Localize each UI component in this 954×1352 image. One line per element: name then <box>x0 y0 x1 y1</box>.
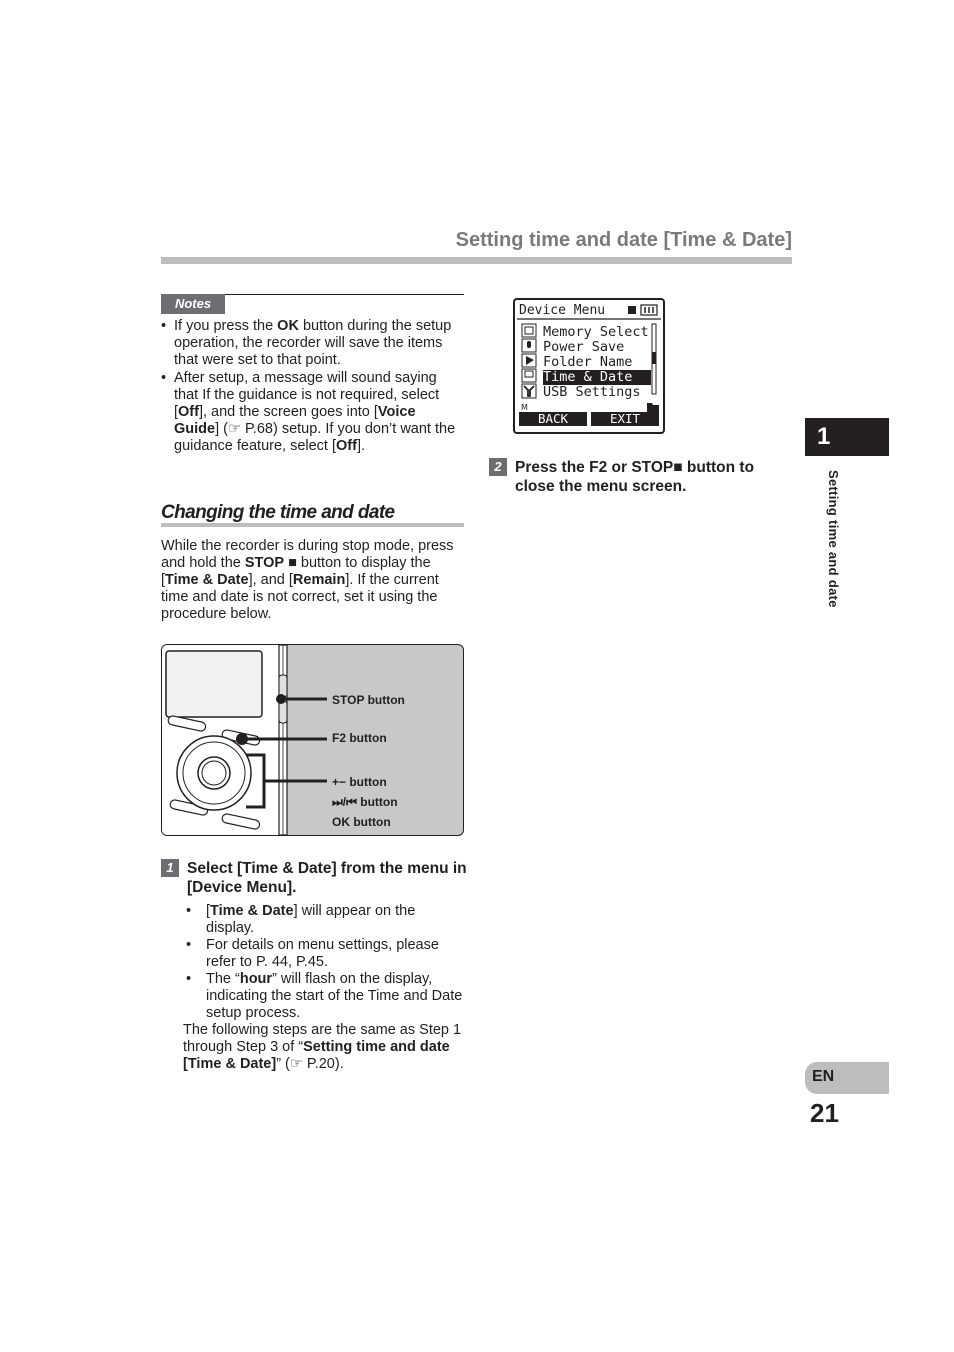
stop-button-label: STOP button <box>332 693 405 707</box>
chapter-side-title: Setting time and date <box>826 470 841 608</box>
step-1-title: Select [Time & Date] from the menu in [Device Menu]. <box>187 860 467 896</box>
step-1-followup: The following steps are the same as Step 1 through Step 3 of “Setting time and date [Time & Date]” (☞ P.20). <box>183 1022 462 1072</box>
page-number: 21 <box>810 1098 839 1128</box>
f2-button-label: F2 button <box>332 731 387 745</box>
page-title: Setting time and date [Time & Date] <box>455 229 792 251</box>
recorder-drawing <box>162 645 463 835</box>
ok-button-label: OK button <box>332 815 391 829</box>
step-1-bullet: • [Time & Date] will appear on the display. <box>183 903 465 937</box>
section-title: Changing the time and date <box>161 502 395 523</box>
lcd-menu-item-selected: Time & Date <box>543 370 651 385</box>
step-1-bullet: • For details on menu settings, please refer to P. 44, P.45. <box>183 937 465 971</box>
language-label: EN <box>812 1068 835 1085</box>
chapter-number: 1 <box>817 423 831 450</box>
notes-list <box>161 318 464 455</box>
lcd-menu-item: Power Save <box>543 339 625 355</box>
plusminus-button-label: +− button <box>332 775 387 789</box>
lcd-menu-item: USB Settings <box>543 384 641 400</box>
lcd-device-menu <box>513 298 665 434</box>
lcd-exit-softkey: EXIT <box>591 412 659 426</box>
device-illustration <box>161 644 464 836</box>
step-1-details <box>183 903 465 1022</box>
svg-text:M: M <box>521 403 528 412</box>
step-2-title: Press the F2 or STOP■ button to close the menu screen. <box>515 459 755 495</box>
section-rule <box>161 523 464 527</box>
intro-paragraph: While the recorder is during stop mode, press and hold the STOP ■ button to display the [Time & Date], and [Remain]. If the current time and date is not correct, set it using the procedure below. <box>161 538 454 622</box>
notes-tag: Notes <box>161 294 225 314</box>
title-rule <box>161 257 792 264</box>
note-item: • If you press the OK button during the setup operation, the recorder will save the items that were set to that point. <box>161 318 464 369</box>
lcd-menu-item: Folder Name <box>543 354 633 370</box>
lcd-menu-item: Memory Select <box>543 324 649 340</box>
lcd-title: Device Menu <box>519 303 606 318</box>
note-item: • After setup, a message will sound saying that If the guidance is not required, select [Off], and the screen goes into [Voice Guide] (☞ P.68) setup. If you don’t want the guidance feature, select [Off]. <box>161 370 464 455</box>
lcd-back-softkey: BACK <box>519 412 587 426</box>
skip-button-label: ⏭/⏮ button <box>332 795 398 809</box>
step-2-number: 2 <box>489 458 507 476</box>
step-1-number: 1 <box>161 859 179 877</box>
step-1-bullet: • The “hour” will flash on the display, indicating the start of the Time and Date setup process. <box>183 971 465 1022</box>
